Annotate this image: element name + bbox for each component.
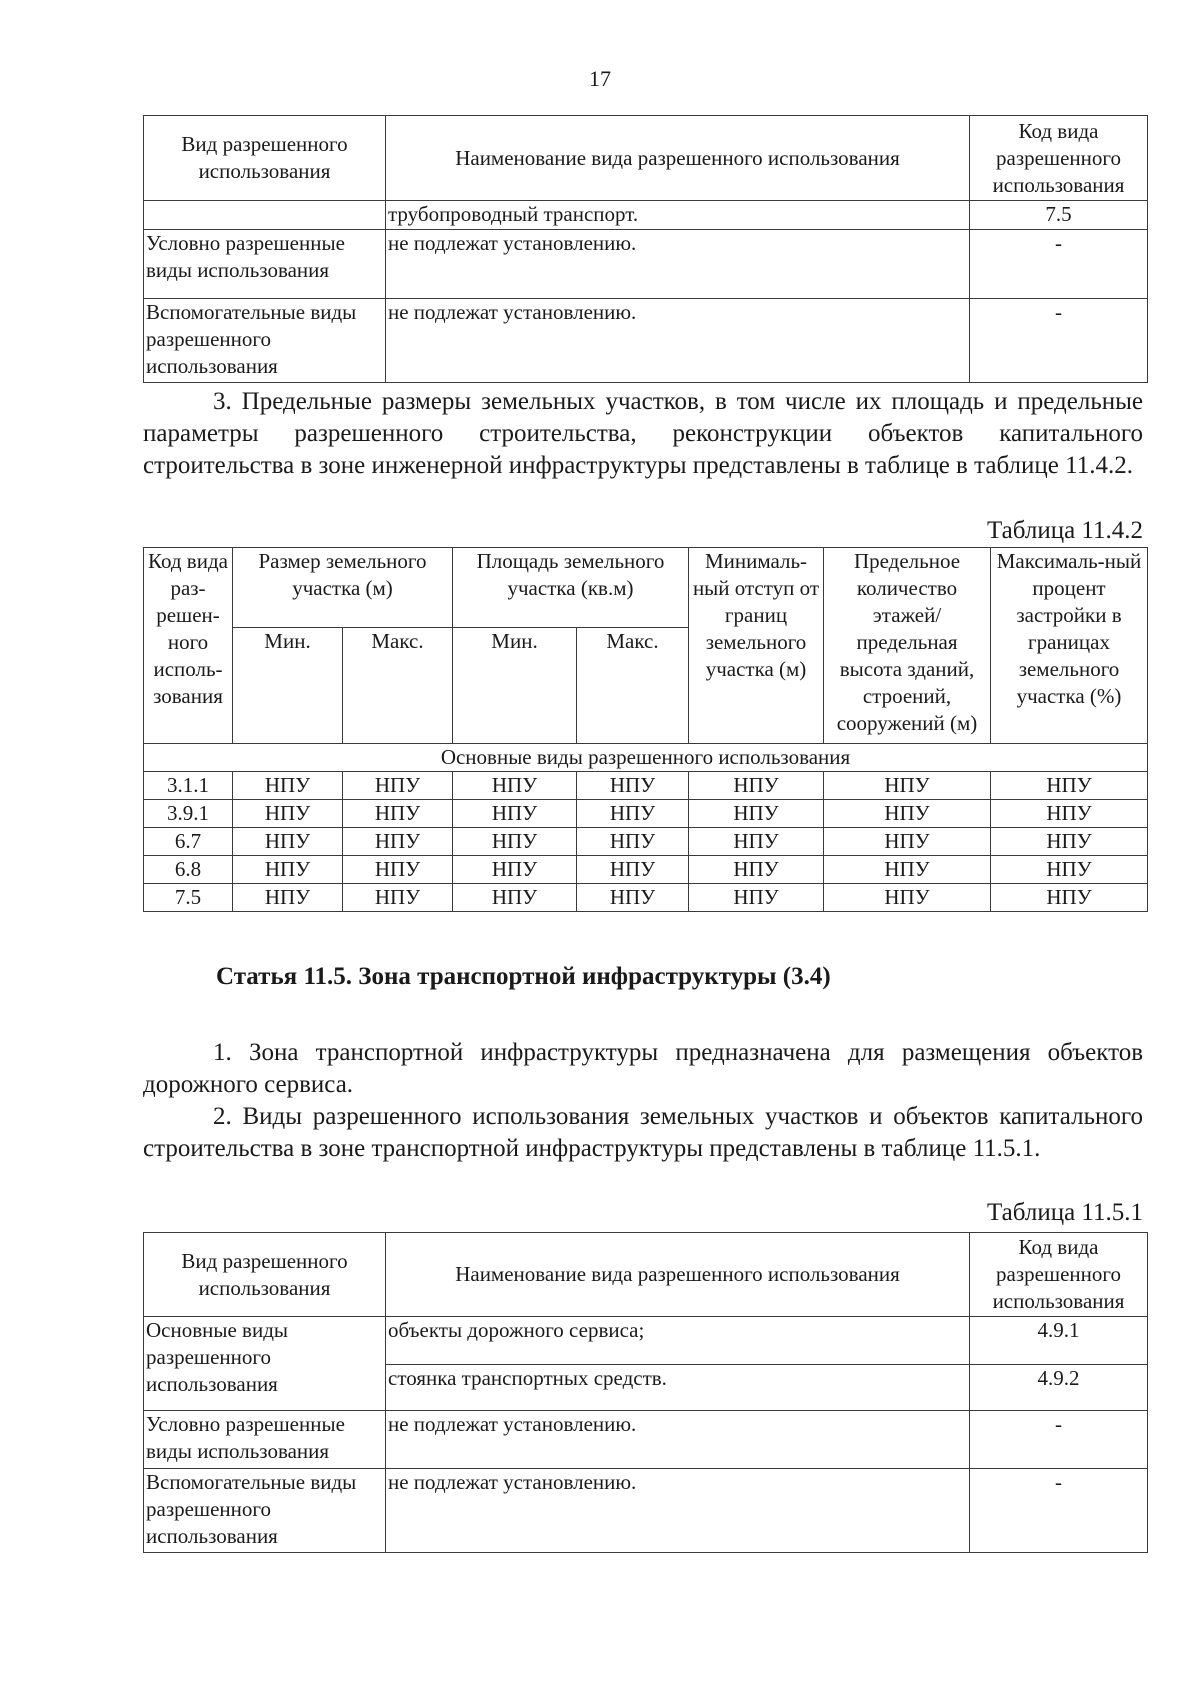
table-row — [144, 772, 1148, 800]
cell-code: 4.9.1 — [970, 1317, 1148, 1365]
table-row — [144, 856, 1148, 884]
cell-code: - — [970, 1469, 1148, 1553]
cell-name: не подлежат установлению. — [386, 1469, 970, 1553]
cell-value: НПУ — [577, 828, 689, 856]
cell-value: НПУ — [343, 856, 453, 884]
table-caption-11-4-2: Таблица 11.4.2 — [987, 517, 1143, 544]
cell-value: НПУ — [991, 828, 1148, 856]
cell-value: НПУ — [824, 884, 991, 912]
table-header-row — [144, 116, 1148, 201]
cell-value: НПУ — [453, 772, 577, 800]
table-11-4-1-continuation — [143, 115, 1148, 383]
cell-value: НПУ — [689, 828, 824, 856]
cell-name: не подлежат установлению. — [386, 299, 970, 383]
table-caption-11-5-1: Таблица 11.5.1 — [987, 1199, 1143, 1226]
cell-value: НПУ — [577, 856, 689, 884]
cell-name: не подлежат установлению. — [386, 230, 970, 299]
cell-code: - — [970, 1411, 1148, 1469]
cell-value: НПУ — [991, 772, 1148, 800]
header-setback: Минималь-ный отступ от границ земельного участка (м) — [689, 548, 824, 744]
table-row — [144, 1317, 1148, 1365]
header-size-max: Макс. — [343, 628, 453, 744]
cell-code: 6.8 — [144, 856, 233, 884]
cell-value: НПУ — [689, 800, 824, 828]
header-name: Наименование вида разрешенного использования — [386, 1233, 970, 1317]
cell-category — [144, 201, 386, 230]
cell-value: НПУ — [453, 828, 577, 856]
header-area-min: Мин. — [453, 628, 577, 744]
cell-value: НПУ — [233, 856, 343, 884]
cell-value: НПУ — [689, 772, 824, 800]
cell-name: стоянка транспортных средств. — [386, 1365, 970, 1411]
cell-value: НПУ — [689, 884, 824, 912]
cell-value: НПУ — [343, 828, 453, 856]
cell-value: НПУ — [824, 828, 991, 856]
section-row: Основные виды разрешенного использования — [144, 744, 1148, 772]
cell-name: трубопроводный транспорт. — [386, 201, 970, 230]
table-11-4-2 — [143, 547, 1148, 912]
header-code: Код вида раз-решен-ного исполь-зования — [144, 548, 233, 744]
table-row — [144, 828, 1148, 856]
paragraph-1: 1. Зона транспортной инфраструктуры предназначена для размещения объектов дорожного сервиса. — [143, 1039, 1143, 1098]
cell-name: не подлежат установлению. — [386, 1411, 970, 1469]
header-coverage: Максималь-ный процент застройки в границах земельного участка (%) — [991, 548, 1148, 744]
cell-value: НПУ — [453, 884, 577, 912]
header-area-max: Макс. — [577, 628, 689, 744]
cell-value: НПУ — [233, 884, 343, 912]
cell-value: НПУ — [577, 800, 689, 828]
cell-value: НПУ — [991, 884, 1148, 912]
table-11-5-1 — [143, 1232, 1148, 1553]
cell-code: - — [970, 299, 1148, 383]
table-row — [144, 1469, 1148, 1553]
cell-code: 3.1.1 — [144, 772, 233, 800]
table-header-row — [144, 1233, 1148, 1317]
cell-value: НПУ — [453, 856, 577, 884]
cell-code: 4.9.2 — [970, 1365, 1148, 1411]
table-row — [144, 201, 1148, 230]
cell-value: НПУ — [824, 800, 991, 828]
cell-value: НПУ — [343, 884, 453, 912]
cell-value: НПУ — [689, 856, 824, 884]
table-row — [144, 299, 1148, 383]
cell-category: Условно разрешенные виды использования — [144, 230, 386, 299]
header-code: Код вида разрешенного использования — [970, 116, 1148, 201]
cell-category: Вспомогательные виды разрешенного использования — [144, 299, 386, 383]
cell-value: НПУ — [343, 772, 453, 800]
cell-value: НПУ — [233, 772, 343, 800]
table-row — [144, 1411, 1148, 1469]
header-type: Вид разрешенного использования — [144, 116, 386, 201]
header-land-area: Площадь земельного участка (кв.м) — [453, 548, 689, 628]
header-land-size: Размер земельного участка (м) — [233, 548, 453, 628]
cell-code: - — [970, 230, 1148, 299]
cell-value: НПУ — [824, 856, 991, 884]
cell-category: Основные виды разрешенного использования — [144, 1317, 386, 1411]
table-row — [144, 884, 1148, 912]
cell-category: Условно разрешенные виды использования — [144, 1411, 386, 1469]
cell-code: 7.5 — [970, 201, 1148, 230]
cell-category: Вспомогательные виды разрешенного использования — [144, 1469, 386, 1553]
cell-code: 7.5 — [144, 884, 233, 912]
header-size-min: Мин. — [233, 628, 343, 744]
article-heading: Статья 11.5. Зона транспортной инфраструктуры (3.4) — [216, 963, 831, 990]
header-floors: Предельное количество этажей/ предельная высота зданий, строений, сооружений (м) — [824, 548, 991, 744]
cell-value: НПУ — [991, 856, 1148, 884]
cell-value: НПУ — [824, 772, 991, 800]
cell-value: НПУ — [577, 884, 689, 912]
header-name: Наименование вида разрешенного использования — [386, 116, 970, 201]
header-type: Вид разрешенного использования — [144, 1233, 386, 1317]
page-number: 17 — [589, 66, 611, 91]
table-row — [144, 800, 1148, 828]
cell-value: НПУ — [233, 800, 343, 828]
paragraph-3: 3. Предельные размеры земельных участков, в том числе их площадь и предельные параметры разрешенного строительства, реконструкции объектов капитального строительства в зоне инженерной инфраструктуры представлены в таблице в таблице 11.4.2. — [143, 388, 1143, 479]
cell-value: НПУ — [577, 772, 689, 800]
cell-value: НПУ — [233, 828, 343, 856]
cell-value: НПУ — [991, 800, 1148, 828]
cell-code: 6.7 — [144, 828, 233, 856]
table-row — [144, 230, 1148, 299]
cell-name: объекты дорожного сервиса; — [386, 1317, 970, 1365]
header-code: Код вида разрешенного использования — [970, 1233, 1148, 1317]
cell-value: НПУ — [453, 800, 577, 828]
cell-code: 3.9.1 — [144, 800, 233, 828]
cell-value: НПУ — [343, 800, 453, 828]
paragraph-2: 2. Виды разрешенного использования земельных участков и объектов капитального строительства в зоне транспортной инфраструктуры представлены в таблице 11.5.1. — [143, 1103, 1143, 1162]
